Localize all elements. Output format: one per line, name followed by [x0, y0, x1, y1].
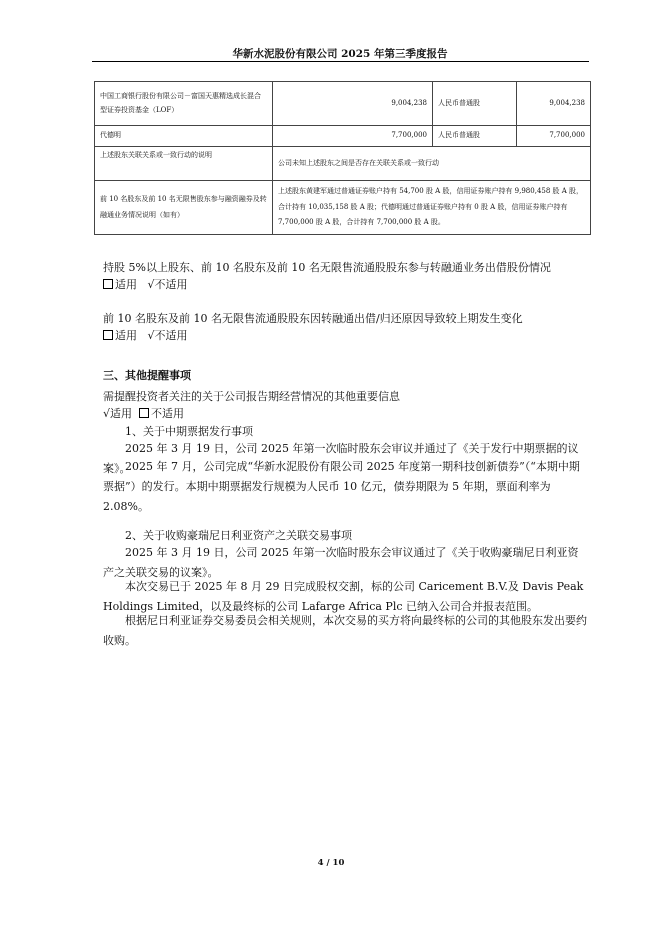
q1-option-not-applicable: √不适用: [147, 278, 188, 291]
share-type-qty: 7,700,000: [517, 126, 591, 147]
table-row: [95, 126, 591, 147]
item1-para-1: 2025 年 3 月 19 日，公司 2025 年第一次临时股东会审议并通过了《关于发行中期票据的议案》。: [103, 442, 579, 475]
section-option-applicable: √适用: [103, 407, 133, 420]
header-rule: [92, 61, 589, 62]
item2-para-3: 根据尼日利亚证券交易委员会相关规则，本次交易的买方将向最终标的公司的其他股东发出要约收购。: [103, 614, 587, 647]
holder-qty: 9,004,238: [273, 82, 433, 126]
item2-para-2: 本次交易已于 2025 年 8 月 29 日完成股权交割，标的公司 Caricement B.V.及 Davis Peak Holdings Limited，以及最终标的公司 Lafarge Africa Plc 已纳入公司合并报表范围。: [103, 580, 584, 613]
shareholder-table: [94, 81, 591, 235]
margin-text: 上述股东黄建军通过普通证券账户持有 54,700 股 A 股，信用证券账户持有 9,980,458 股 A 股，合计持有 10,035,158 股 A 股；代德明通过普通证券账户持有 0 股 A 股，信用证券账户持有 7,700,000 股 A 股，合计持有 7,700,000 股 A 股。: [273, 181, 591, 235]
holder-qty: 7,700,000: [273, 126, 433, 147]
margin-label: 前 10 名股东及前 10 名无限售股东参与融资融券及转融通业务情况说明（如有）: [95, 181, 273, 235]
section-title: 三、其他提醒事项: [103, 369, 191, 382]
share-type: 人民币普通股: [433, 82, 517, 126]
report-header: 华新水泥股份有限公司 2025 年第三季度报告: [232, 48, 448, 60]
relation-label: 上述股东关联关系或一致行动的说明: [95, 147, 273, 181]
q2-option-not-applicable: √不适用: [147, 329, 188, 342]
checkbox-unchecked-icon: [103, 330, 113, 340]
q1-option-applicable: 适用: [115, 278, 137, 291]
page-number: 4 / 10: [317, 858, 345, 868]
q2-options: [103, 327, 188, 343]
holder-name: 中国工商银行股份有限公司－富国天惠精选成长混合型证券投资基金（LOF）: [95, 82, 273, 126]
checkbox-unchecked-icon: [139, 408, 149, 418]
table-row: [95, 181, 591, 235]
share-type-qty: 9,004,238: [517, 82, 591, 126]
table-row: [95, 147, 591, 181]
item1-title: 1、关于中期票据发行事项: [125, 425, 253, 438]
section-option-not-applicable: 不适用: [151, 407, 185, 420]
q1-text: 持股 5%以上股东、前 10 名股东及前 10 名无限售流通股股东参与转融通业务出借股份情况: [103, 261, 551, 274]
table-row: [95, 82, 591, 126]
item1-para-2: 2025 年 7 月，公司完成“华新水泥股份有限公司 2025 年度第一期科技创新债券”（“本期中期票据”）的发行。本期中期票据发行规模为人民币 10 亿元，债券期限为 5 年期，票面利率为 2.08%。: [103, 460, 580, 513]
section-intro: 需提醒投资者关注的关于公司报告期经营情况的其他重要信息: [103, 390, 400, 403]
q2-text: 前 10 名股东及前 10 名无限售流通股股东因转融通出借/归还原因导致较上期发生变化: [103, 312, 523, 325]
item2-title: 2、关于收购豪瑞尼日利亚资产之关联交易事项: [125, 529, 352, 542]
q1-options: [103, 276, 188, 292]
checkbox-unchecked-icon: [103, 279, 113, 289]
q2-option-applicable: 适用: [115, 329, 137, 342]
item2-para-1: 2025 年 3 月 19 日，公司 2025 年第一次临时股东会审议通过了《关于收购豪瑞尼日利亚资产之关联交易的议案》。: [103, 546, 579, 579]
holder-name: 代德明: [95, 126, 273, 147]
share-type: 人民币普通股: [433, 126, 517, 147]
relation-text: 公司未知上述股东之间是否存在关联关系或一致行动: [273, 147, 591, 181]
section-options: [103, 405, 184, 421]
